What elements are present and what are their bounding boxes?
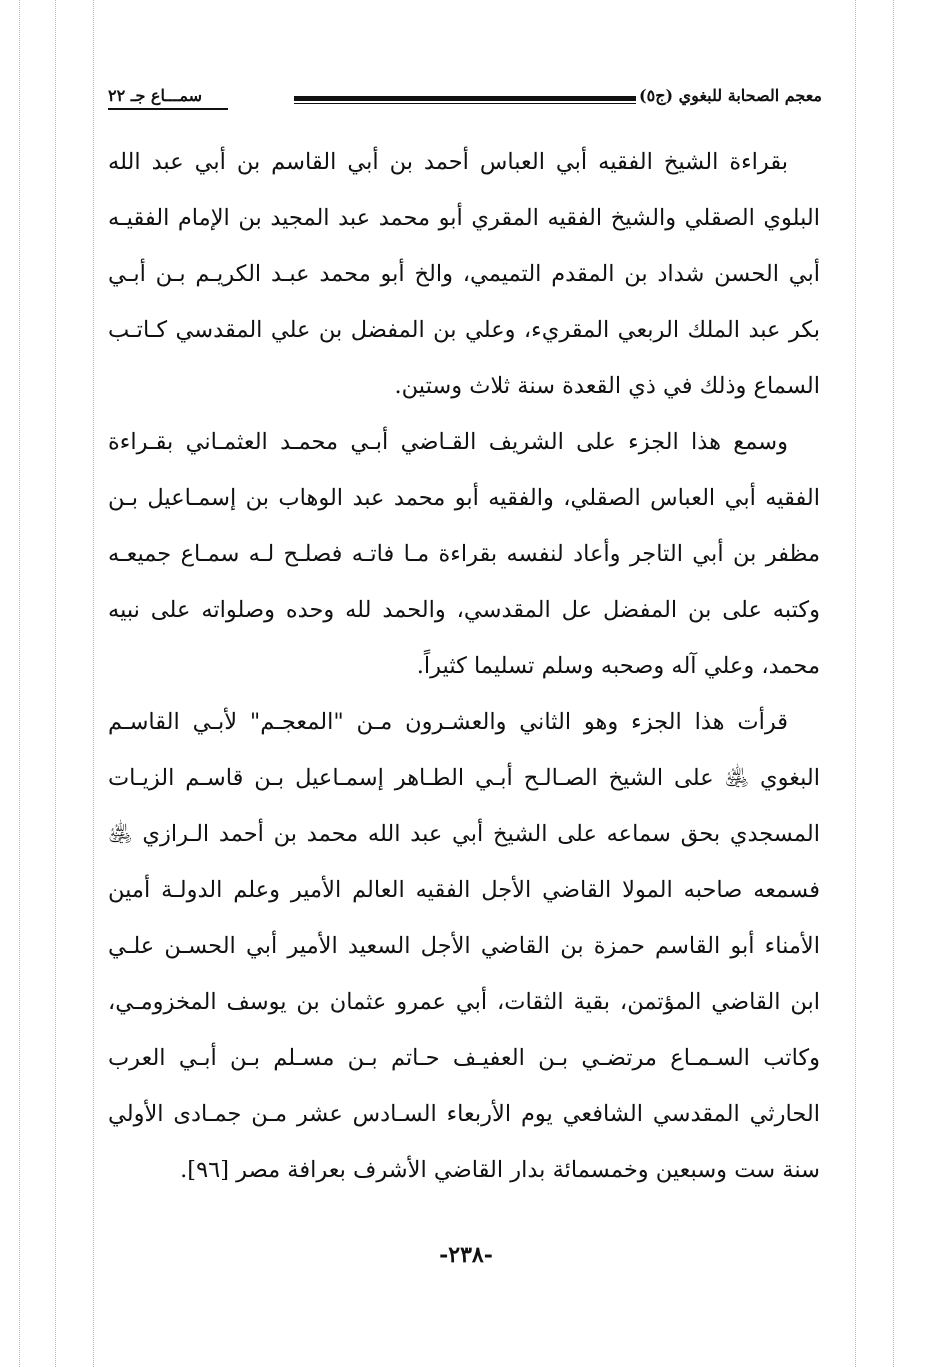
paragraph-3: قرأت هذا الجزء وهو الثاني والعشـرون مـن "المعجـم" لأبـي القاسـم البغوي ﵁ على الشيخ الصـالـح أبـي الطـاهر إسمـاعيل بـن قاسـم الزيـات المسجدي بحق سماعه على الشيخ أبي عبد الله محمد بن أحمد الـرازي ﵁ فسمعه صاحبه المولا القاضي الأجل الفقيه العالم الأمير وعلم الدولـة أمين الأمناء أبو القاسم حمزة بن القاضي الأجل السعيد الأمير أبي الحسـن علـي ابن القاضي المؤتمن، بقية الثقات، أبي عمرو عثمان بن يوسف المخزومـي، وكاتب السـمـاع مرتضـي بـن العفيـف حـاتم بـن مسـلم بـن أبـي العرب الحارثي المقدسي الشافعي يوم الأربعاء السـادس عشر مـن جمـادى الأولي سنة ست وسبعين وخمسمائة بدار القاضي الأشرف بعرافة مصر [٩٦]. [108,709,820,1183]
scan-guide-line [855,0,856,1367]
section-label-underline [108,108,228,110]
section-label: سمـــاع جـ ٢٢ [108,86,203,105]
scan-guide-line [893,0,894,1367]
paragraph-1: بقراءة الشيخ الفقيه أبي العباس أحمد بن أبي القاسم بن أبي عبد الله البلوي الصقلي والشيخ الفقيه المقري أبو محمد عبد المجيد بن الإمام الفقيـه أبي الحسن شداد بن المقدم التميمي، والخ أبو محمد عبـد الكريـم بـن أبـي بكر عبد الملك الربعي المقريء، وعلي بن المفضل بن علي المقدسي كـاتـب السماع وذلك في ذي القعدة سنة ثلاث وستين. [108,149,820,399]
scan-guide-line [19,0,20,1367]
page-number: -٢٣٨- [439,1242,493,1268]
header-rule-thin [294,103,636,104]
paragraph-2: وسمع هذا الجزء على الشريف القـاضي أبـي محمـد العثمـاني بقـراءة الفقيه أبي العباس الصقلي، والفقيه أبو محمد عبد الوهاب بن إسمـاعيل بـن مظفر بن أبي التاجر وأعاد لنفسه بقراءة مـا فاتـه فصلـح لـه سمـاع جميعـه وكتبه على بن المفضل عل المقدسي، والحمد لله وحده وصلواته على نبيه محمد، وعلي آله وصحبه وسلم تسليما كثيراً. [108,429,820,679]
main-text [108,134,820,1198]
scan-guide-line [93,0,94,1367]
header-rule [294,96,636,101]
scan-guide-line [55,0,56,1367]
book-title: معجم الصحابة للبغوي (ج٥) [639,86,822,105]
running-header [108,86,822,116]
